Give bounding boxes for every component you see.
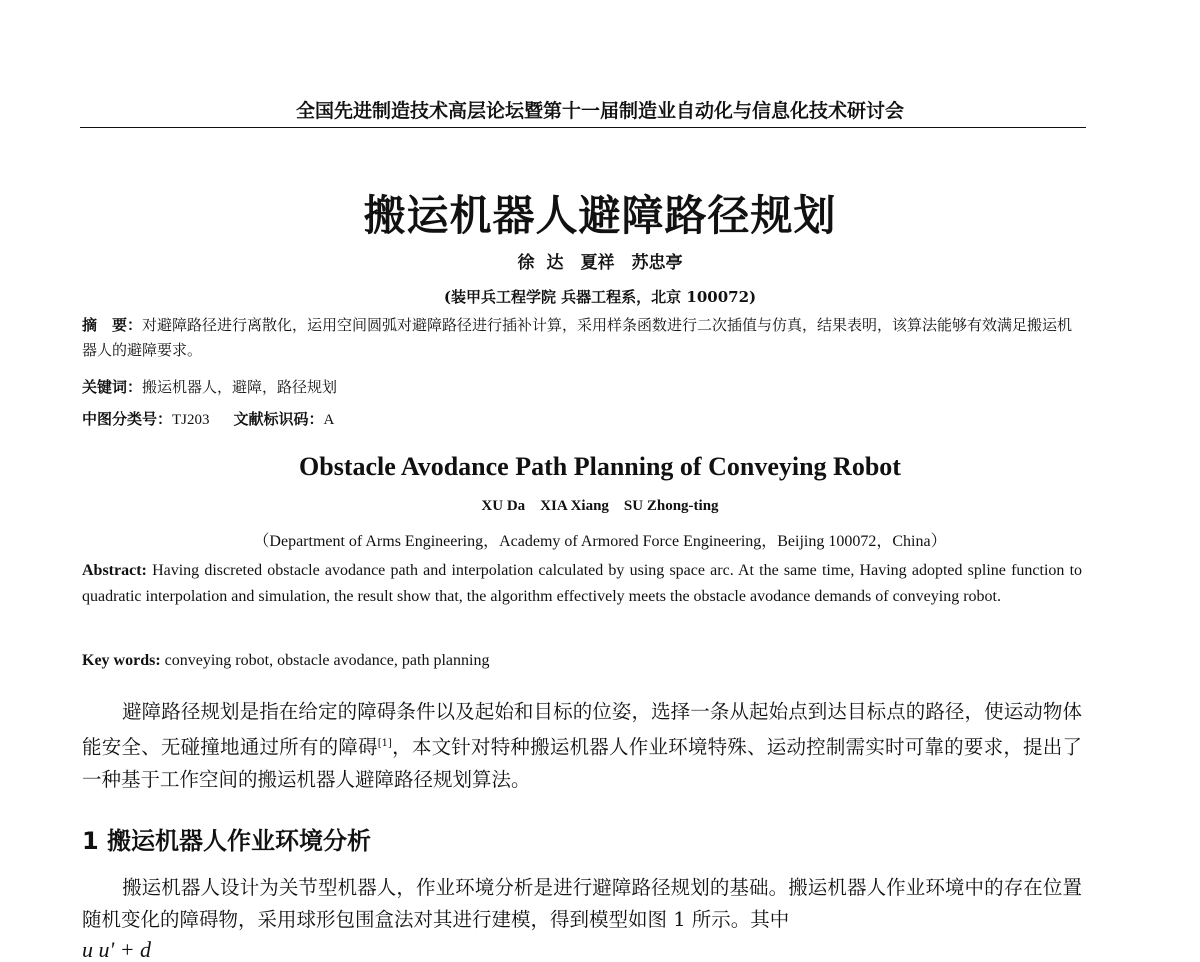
running-header: 全国先进制造技术高层论坛暨第十一届制造业自动化与信息化技术研讨会 [295, 100, 904, 122]
doc-code-value: A [323, 412, 335, 428]
section-heading: 1 搬运机器人作业环境分析 [82, 827, 372, 855]
abstract-cn-label: 摘 要： [82, 316, 143, 334]
intro-paragraph [82, 696, 1082, 796]
authors-cn: 徐 达 夏祥 苏忠亭 [517, 253, 683, 273]
paper-title-cn: 搬运机器人避障路径规划 [363, 191, 837, 240]
classification-cn [82, 407, 1082, 433]
keywords-cn-text: 搬运机器人，避障，路径规划 [142, 378, 338, 396]
keywords-cn-label: 关键词： [82, 378, 143, 396]
abstract-en [82, 558, 1082, 610]
authors-en: XU Da XIA Xiang SU Zhong-ting [481, 498, 719, 514]
abstract-cn [82, 313, 1082, 363]
clc-value: TJ203 [172, 412, 210, 428]
section-body [82, 872, 1082, 936]
keywords-en-label: Key words: [82, 652, 161, 669]
abstract-en-text: Having discreted obstacle avodance path and interpolation calculated by using space arc. At the same time, Having adopted spline function to quadratic interpolation and simulation, the result show that, the algorithm effectively meets the obstacle avodance demands of conveying robot. [82, 562, 1083, 605]
clc-label: 中图分类号： [82, 410, 173, 428]
citation-ref: [1] [377, 738, 392, 749]
keywords-en [82, 648, 1082, 673]
affiliation-cn: (装甲兵工程学院 兵器工程系，北京 100072) [443, 288, 757, 306]
intro-text-2: ，本文针对特种搬运机器人作业环境特殊、运动控制需实时可靠的要求，提出了一种基于工作空间的搬运机器人避障路径规划算法。 [82, 735, 1082, 791]
intro-text-1: 避障路径规划是指在给定的障碍条件以及起始和目标的位姿，选择一条从起始点到达目标点的路径，使运动物体能安全、无碰撞地通过所有的障碍 [82, 700, 1082, 759]
keywords-en-text: conveying robot, obstacle avodance, path planning [164, 652, 490, 669]
paper-title-en: Obstacle Avodance Path Planning of Conveying Robot [299, 452, 901, 481]
abstract-en-label: Abstract: [82, 562, 147, 579]
affiliation-en: （Department of Arms Engineering，Academy of Armored Force Engineering，Beijing 100072，China） [253, 533, 947, 550]
formula-fragment: u u' + d [82, 937, 152, 962]
abstract-cn-text: 对避障路径进行离散化，运用空间圆弧对避障路径进行插补计算，采用样条函数进行二次插值与仿真，结果表明，该算法能够有效满足搬运机器人的避障要求。 [82, 316, 1073, 359]
keywords-cn [82, 375, 1082, 400]
section-body-text: 搬运机器人设计为关节型机器人，作业环境分析是进行避障路径规划的基础。搬运机器人作业环境中的存在位置随机变化的障碍物，采用球形包围盒法对其进行建模，得到模型如图 1 所示。其中 [82, 876, 1082, 931]
header-rule [80, 127, 1086, 128]
doc-code-label: 文献标识码： [233, 410, 324, 428]
